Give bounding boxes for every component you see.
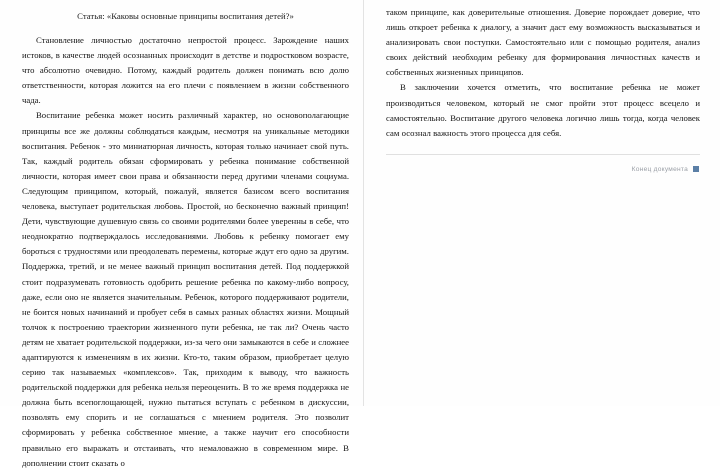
paragraph: таком принципе, как доверительные отношения. Доверие порождает доверие, что лишь откроет ребенка к диалогу, а значит даст ему возможность высказываться и анализировать свои поступки. Самостоятельно или с помощью родителя, анализ своих действий необходим ребенку для формирования личностных качеств и собственных жизненных принципов. [386, 7, 700, 78]
document-page-right [363, 0, 720, 406]
end-of-document-row [386, 166, 700, 173]
blue-square-icon [693, 166, 699, 172]
end-of-document-label: Конец документа [631, 165, 688, 173]
paragraph: Становление личностью достаточно непростой процесс. Зарождение наших истоков, в качестве людей осознанных происходит в детстве и подростковом возрасте, что абсолютно очевидно. Потому, каждый родитель должен понимать всю долю ответственности, которая ложится на его плечи с появлением в жизни собственного чада. [22, 35, 349, 106]
paragraph: В заключении хочется отметить, что воспитание ребенка не может производиться человеком, который не смог пройти этот процесс всецело и самостоятельно. Воспитание другого человека логично лишь тогда, когда человек сам осознал важность этого процесса для себя. [386, 82, 700, 138]
paragraph: Воспитание ребенка может носить различный характер, но основополагающие принципы все же должны соблюдаться каждым, несмотря на уникальные методики воспитания. Ребенок - это миниатюрная личность, которая только начинает свой путь. Так, каждый родитель обязан сформировать у ребенка понимание собственной личности, которая имеет свои права и обязанности перед другими членами социума. Следующим принципом, который, пожалуй, является базисом всего воспитания человека, выступает родительская любовь. Простой, но бесконечно важный принцип! Дети, чувствующие душевную связь со своими родителями более уверенны в себе, что неоднократно подтверждалось исследованиями. Любовь к ребенку помогает ему бороться с трудностями или преодолевать перемены, которые ждут его одно за другим. Поддержка, третий, и не менее важный принцип воспитания детей. Под поддержкой стоит подразумевать готовность одобрить решение ребенка по какому-либо вопросу, даже, если оно не является значительным. Ребенок, которого поддерживают родители, не боится новых начинаний и пробует себя в самых разных областях жизни. Мощный толчок к построению траектории жизненного пути ребенка, не так ли? Очень часто детям не хватает родительской поддержки, из-за чего они замыкаются в себе и сложнее адаптируются к изменениям в их жизни. Кто-то, таким образом, приобретает целую серию так называемых «комплексов». Так, приходим к выводу, что важность родительской поддержки для ребенка нельзя переоценить. В то же время поддержка не должна быть всепоглощающей, нужно пытаться вступать с ребенком в дискуссии, позволять ему спорить и не соглашаться с мнением родителя. Это позволит сформировать у ребенка собственное мнение, а также научит его способности правильно его выражать и отстаивать, что немаловажно в современном мире. В дополнении стоит сказать о [22, 110, 349, 468]
page-title: Статья: «Каковы основные принципы воспитания детей?» [77, 11, 294, 21]
end-of-document-divider [386, 154, 700, 155]
